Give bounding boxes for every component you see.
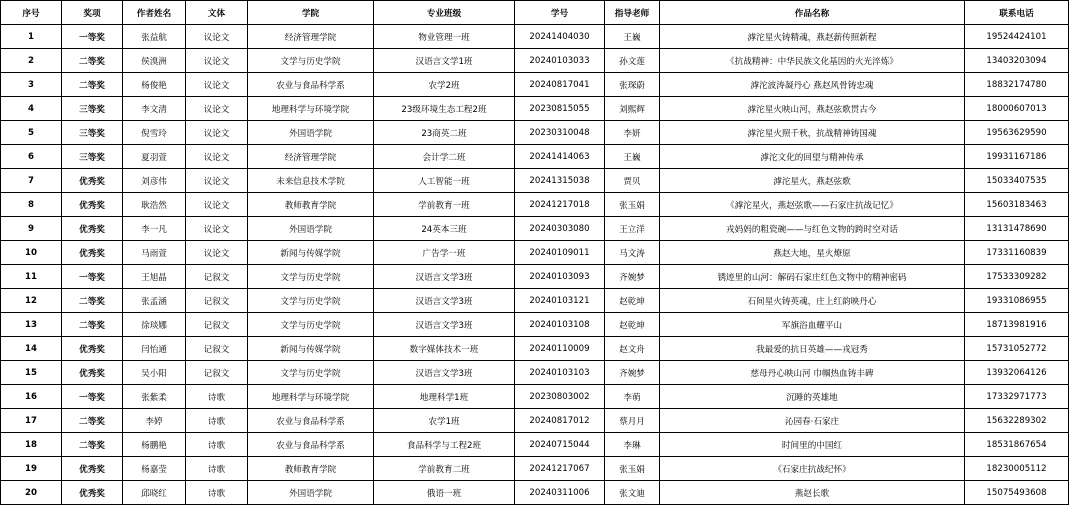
cell-phone: 13403203094 (965, 49, 1069, 73)
cell-index: 6 (1, 145, 62, 169)
cell-advisor: 张玉娟 (605, 457, 660, 481)
cell-student-id: 20230815055 (515, 97, 605, 121)
cell-class: 物业管理一班 (374, 25, 515, 49)
cell-phone: 19931167186 (965, 145, 1069, 169)
cell-title: 燕赵大地，星火燎原 (660, 241, 965, 265)
cell-index: 7 (1, 169, 62, 193)
cell-college: 新闻与传媒学院 (248, 337, 374, 361)
table-row (1, 145, 1069, 169)
cell-index: 2 (1, 49, 62, 73)
cell-phone: 18230005112 (965, 457, 1069, 481)
cell-phone: 15033407535 (965, 169, 1069, 193)
cell-genre: 议论文 (186, 49, 248, 73)
cell-student-id: 20240110009 (515, 337, 605, 361)
cell-phone: 17331160839 (965, 241, 1069, 265)
cell-author: 侯溴洲 (123, 49, 186, 73)
cell-advisor: 马文涛 (605, 241, 660, 265)
table-row (1, 337, 1069, 361)
cell-title: 《滹沱星火，燕赵弦歌——石家庄抗战记忆》 (660, 193, 965, 217)
cell-index: 14 (1, 337, 62, 361)
header-class: 专业班级 (374, 1, 515, 25)
table-row (1, 73, 1069, 97)
cell-student-id: 20230310048 (515, 121, 605, 145)
table-row (1, 481, 1069, 505)
cell-title: 时间里的中国红 (660, 433, 965, 457)
cell-advisor: 赵乾坤 (605, 289, 660, 313)
cell-genre: 记叙文 (186, 313, 248, 337)
cell-advisor: 齐婉梦 (605, 265, 660, 289)
cell-genre: 诗歌 (186, 433, 248, 457)
cell-college: 教师教育学院 (248, 457, 374, 481)
cell-advisor: 赵乾坤 (605, 313, 660, 337)
table-row (1, 313, 1069, 337)
cell-college: 文学与历史学院 (248, 265, 374, 289)
cell-title: 沉睡的英雄地 (660, 385, 965, 409)
header-college: 学院 (248, 1, 374, 25)
cell-author: 吴小阳 (123, 361, 186, 385)
cell-class: 广告学一班 (374, 241, 515, 265)
cell-award: 二等奖 (62, 73, 123, 97)
cell-award: 一等奖 (62, 265, 123, 289)
cell-advisor: 刘熙辉 (605, 97, 660, 121)
cell-author: 马雨萱 (123, 241, 186, 265)
cell-genre: 议论文 (186, 193, 248, 217)
cell-award: 优秀奖 (62, 481, 123, 505)
table-row (1, 433, 1069, 457)
header-genre: 文体 (186, 1, 248, 25)
cell-class: 人工智能一班 (374, 169, 515, 193)
cell-student-id: 20240103033 (515, 49, 605, 73)
cell-college: 新闻与传媒学院 (248, 241, 374, 265)
cell-phone: 15603183463 (965, 193, 1069, 217)
header-index: 序号 (1, 1, 62, 25)
cell-college: 外国语学院 (248, 121, 374, 145)
cell-genre: 议论文 (186, 241, 248, 265)
cell-class: 俄语一班 (374, 481, 515, 505)
cell-title: 滹沱波涛凝丹心 燕赵风骨铸忠魂 (660, 73, 965, 97)
cell-advisor: 王巍 (605, 145, 660, 169)
cell-award: 二等奖 (62, 409, 123, 433)
cell-genre: 记叙文 (186, 289, 248, 313)
cell-student-id: 20240311006 (515, 481, 605, 505)
cell-genre: 议论文 (186, 145, 248, 169)
cell-award: 优秀奖 (62, 361, 123, 385)
cell-college: 外国语学院 (248, 217, 374, 241)
cell-phone: 13932064126 (965, 361, 1069, 385)
cell-college: 文学与历史学院 (248, 289, 374, 313)
cell-genre: 记叙文 (186, 337, 248, 361)
cell-award: 二等奖 (62, 49, 123, 73)
cell-genre: 诗歌 (186, 385, 248, 409)
cell-index: 4 (1, 97, 62, 121)
cell-advisor: 齐婉梦 (605, 361, 660, 385)
cell-award: 三等奖 (62, 97, 123, 121)
table-row (1, 193, 1069, 217)
cell-genre: 记叙文 (186, 265, 248, 289)
cell-phone: 18531867654 (965, 433, 1069, 457)
header-title: 作品名称 (660, 1, 965, 25)
cell-phone: 18713981916 (965, 313, 1069, 337)
cell-author: 刘彦伟 (123, 169, 186, 193)
cell-class: 23商英二班 (374, 121, 515, 145)
table-row (1, 457, 1069, 481)
cell-college: 经济管理学院 (248, 25, 374, 49)
cell-college: 地理科学与环境学院 (248, 97, 374, 121)
cell-college: 文学与历史学院 (248, 361, 374, 385)
cell-phone: 15632289302 (965, 409, 1069, 433)
cell-class: 食品科学与工程2班 (374, 433, 515, 457)
cell-phone: 19524424101 (965, 25, 1069, 49)
header-award: 奖项 (62, 1, 123, 25)
cell-advisor: 张玉娟 (605, 193, 660, 217)
table-row (1, 241, 1069, 265)
cell-award: 二等奖 (62, 289, 123, 313)
header-advisor: 指导老师 (605, 1, 660, 25)
cell-student-id: 20240103108 (515, 313, 605, 337)
cell-award: 一等奖 (62, 385, 123, 409)
cell-index: 16 (1, 385, 62, 409)
cell-award: 优秀奖 (62, 193, 123, 217)
cell-title: 《抗战精神：中华民族文化基因的火光淬炼》 (660, 49, 965, 73)
cell-student-id: 20240817012 (515, 409, 605, 433)
cell-class: 农学1班 (374, 409, 515, 433)
cell-author: 张孟涵 (123, 289, 186, 313)
cell-student-id: 20240715044 (515, 433, 605, 457)
cell-advisor: 李妍 (605, 121, 660, 145)
cell-class: 数字媒体技术一班 (374, 337, 515, 361)
cell-class: 学前教育二班 (374, 457, 515, 481)
cell-title: 沁园春·石家庄 (660, 409, 965, 433)
cell-advisor: 李琳 (605, 433, 660, 457)
cell-genre: 议论文 (186, 169, 248, 193)
cell-index: 20 (1, 481, 62, 505)
cell-advisor: 王立洋 (605, 217, 660, 241)
cell-author: 李文清 (123, 97, 186, 121)
cell-student-id: 20240103121 (515, 289, 605, 313)
cell-advisor: 李萌 (605, 385, 660, 409)
cell-index: 10 (1, 241, 62, 265)
cell-award: 优秀奖 (62, 217, 123, 241)
table-row (1, 97, 1069, 121)
table-row (1, 121, 1069, 145)
cell-advisor: 王巍 (605, 25, 660, 49)
cell-award: 三等奖 (62, 121, 123, 145)
cell-title: 滹沱星火铸精魂，燕赵薪传照新程 (660, 25, 965, 49)
table-row (1, 289, 1069, 313)
cell-title: 军旗浴血耀平山 (660, 313, 965, 337)
cell-index: 8 (1, 193, 62, 217)
cell-award: 优秀奖 (62, 337, 123, 361)
table-row (1, 217, 1069, 241)
cell-author: 倪雪玲 (123, 121, 186, 145)
cell-advisor: 张琛蔚 (605, 73, 660, 97)
cell-author: 杨俊艳 (123, 73, 186, 97)
cell-advisor: 贾贝 (605, 169, 660, 193)
cell-advisor: 蔡月月 (605, 409, 660, 433)
cell-student-id: 20240109011 (515, 241, 605, 265)
cell-phone: 19331086955 (965, 289, 1069, 313)
table-row (1, 25, 1069, 49)
cell-advisor: 赵文舟 (605, 337, 660, 361)
cell-title: 滹沱星火，燕赵弦歌 (660, 169, 965, 193)
header-phone: 联系电话 (965, 1, 1069, 25)
cell-award: 优秀奖 (62, 241, 123, 265)
cell-author: 李一凡 (123, 217, 186, 241)
cell-class: 汉语言文学3班 (374, 289, 515, 313)
cell-class: 地理科学1班 (374, 385, 515, 409)
cell-author: 王旭晶 (123, 265, 186, 289)
cell-college: 外国语学院 (248, 481, 374, 505)
cell-class: 汉语言文学3班 (374, 313, 515, 337)
cell-student-id: 20241217018 (515, 193, 605, 217)
cell-author: 李婷 (123, 409, 186, 433)
cell-index: 17 (1, 409, 62, 433)
cell-author: 耿浩然 (123, 193, 186, 217)
cell-index: 12 (1, 289, 62, 313)
cell-student-id: 20240103093 (515, 265, 605, 289)
cell-index: 1 (1, 25, 62, 49)
cell-phone: 13131478690 (965, 217, 1069, 241)
cell-advisor: 张文迪 (605, 481, 660, 505)
cell-genre: 议论文 (186, 97, 248, 121)
cell-award: 优秀奖 (62, 169, 123, 193)
cell-class: 汉语言文学3班 (374, 361, 515, 385)
cell-student-id: 20240103103 (515, 361, 605, 385)
cell-class: 23级环境生态工程2班 (374, 97, 515, 121)
table-row (1, 265, 1069, 289)
cell-college: 经济管理学院 (248, 145, 374, 169)
table-row (1, 169, 1069, 193)
cell-advisor: 孙文莲 (605, 49, 660, 73)
table-row (1, 49, 1069, 73)
cell-genre: 议论文 (186, 217, 248, 241)
cell-college: 文学与历史学院 (248, 49, 374, 73)
cell-author: 杨鹏艳 (123, 433, 186, 457)
cell-college: 地理科学与环境学院 (248, 385, 374, 409)
cell-student-id: 20241315038 (515, 169, 605, 193)
cell-author: 徐琰娜 (123, 313, 186, 337)
cell-author: 闫怡通 (123, 337, 186, 361)
cell-award: 三等奖 (62, 145, 123, 169)
cell-author: 邱晓红 (123, 481, 186, 505)
cell-title: 燕赵长歌 (660, 481, 965, 505)
cell-student-id: 20241217067 (515, 457, 605, 481)
cell-title: 《石家庄抗战纪怀》 (660, 457, 965, 481)
cell-award: 二等奖 (62, 433, 123, 457)
cell-title: 戎妈妈的粗瓷碗——与红色文物的跨时空对话 (660, 217, 965, 241)
cell-phone: 17332971773 (965, 385, 1069, 409)
cell-college: 文学与历史学院 (248, 313, 374, 337)
cell-index: 11 (1, 265, 62, 289)
cell-student-id: 20230803002 (515, 385, 605, 409)
cell-index: 18 (1, 433, 62, 457)
cell-genre: 议论文 (186, 121, 248, 145)
cell-student-id: 20241404030 (515, 25, 605, 49)
cell-class: 学前教育一班 (374, 193, 515, 217)
cell-class: 会计学二班 (374, 145, 515, 169)
cell-author: 夏羽萱 (123, 145, 186, 169)
cell-college: 教师教育学院 (248, 193, 374, 217)
cell-index: 9 (1, 217, 62, 241)
header-row (1, 1, 1069, 25)
cell-index: 13 (1, 313, 62, 337)
cell-title: 滹沱文化的回望与精神传承 (660, 145, 965, 169)
cell-title: 慈母丹心映山河 巾帼热血铸丰碑 (660, 361, 965, 385)
cell-student-id: 20240817041 (515, 73, 605, 97)
cell-genre: 诗歌 (186, 409, 248, 433)
cell-class: 汉语言文学3班 (374, 265, 515, 289)
cell-college: 农业与食品科学系 (248, 409, 374, 433)
cell-phone: 17533309282 (965, 265, 1069, 289)
cell-phone: 15075493608 (965, 481, 1069, 505)
cell-award: 一等奖 (62, 25, 123, 49)
cell-college: 农业与食品科学系 (248, 433, 374, 457)
cell-phone: 18832174780 (965, 73, 1069, 97)
cell-student-id: 20241414063 (515, 145, 605, 169)
cell-phone: 19563629590 (965, 121, 1069, 145)
table-row (1, 385, 1069, 409)
cell-college: 农业与食品科学系 (248, 73, 374, 97)
cell-author: 张紫柔 (123, 385, 186, 409)
cell-award: 二等奖 (62, 313, 123, 337)
table-row (1, 361, 1069, 385)
table-body (1, 25, 1069, 505)
cell-phone: 15731052772 (965, 337, 1069, 361)
cell-genre: 议论文 (186, 73, 248, 97)
cell-index: 5 (1, 121, 62, 145)
cell-award: 优秀奖 (62, 457, 123, 481)
cell-class: 农学2班 (374, 73, 515, 97)
cell-college: 未来信息技术学院 (248, 169, 374, 193)
cell-title: 滹沱星火映山河，燕赵弦歌贯古今 (660, 97, 965, 121)
cell-index: 3 (1, 73, 62, 97)
cell-title: 锈迹里的山河：解码石家庄红色文物中的精神密码 (660, 265, 965, 289)
cell-index: 15 (1, 361, 62, 385)
cell-title: 滹沱星火照千秋，抗战精神铸国魂 (660, 121, 965, 145)
header-student-id: 学号 (515, 1, 605, 25)
header-author: 作者姓名 (123, 1, 186, 25)
cell-class: 24英本三班 (374, 217, 515, 241)
cell-title: 石间星火铸英魂，庄上红韵映丹心 (660, 289, 965, 313)
table-row (1, 409, 1069, 433)
cell-student-id: 20240303080 (515, 217, 605, 241)
cell-phone: 18000607013 (965, 97, 1069, 121)
cell-genre: 诗歌 (186, 481, 248, 505)
cell-index: 19 (1, 457, 62, 481)
cell-class: 汉语言文学1班 (374, 49, 515, 73)
cell-genre: 议论文 (186, 25, 248, 49)
cell-genre: 记叙文 (186, 361, 248, 385)
cell-author: 杨嘉莹 (123, 457, 186, 481)
cell-title: 我最爱的抗日英雄——戎冠秀 (660, 337, 965, 361)
cell-author: 张益航 (123, 25, 186, 49)
cell-genre: 诗歌 (186, 457, 248, 481)
